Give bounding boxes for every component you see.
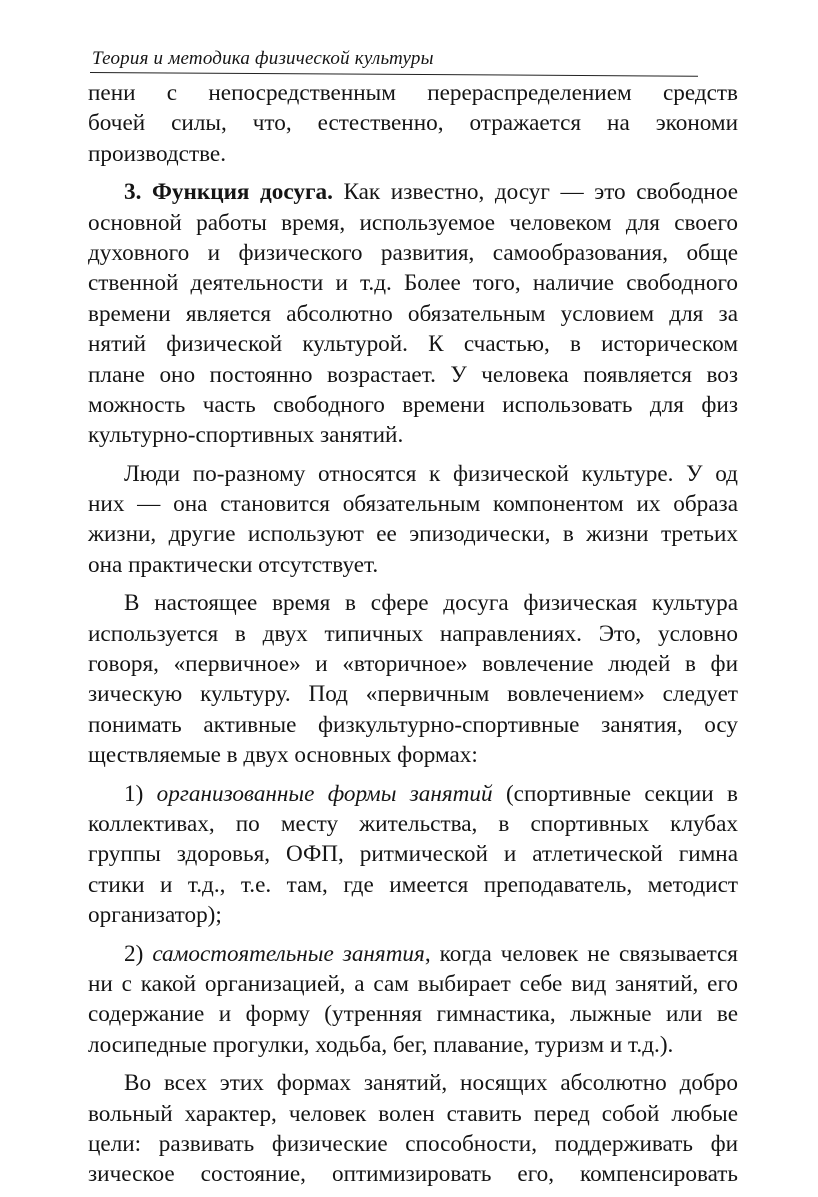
running-header: Теория и методика физической культуры	[92, 48, 434, 69]
section-heading: 3. Функция досуга.	[124, 179, 333, 206]
text-line: основной работы время, используемое человеком для своего	[88, 209, 738, 236]
text-span: (спортивные секции в	[492, 780, 738, 807]
text-line: зическое состояние, оптимизировать его, компенсировать	[88, 1161, 738, 1188]
text-span: , когда человек не связывается	[424, 940, 738, 967]
text-line: Люди по-разному относятся к физической культуре. У од	[124, 460, 738, 487]
list-marker: 2)	[124, 940, 153, 967]
text-line: производстве.	[88, 140, 227, 167]
text-line: жизни, другие используют ее эпизодически, в жизни третьих	[88, 521, 738, 548]
text-line: вольный характер, человек волен ставить перед собой любые	[88, 1100, 738, 1127]
emphasis-term: самостоятельные занятия	[152, 940, 425, 967]
text-line: цели: развивать физические способности, поддерживать фи	[88, 1130, 738, 1157]
text-line: говоря, «первичное» и «вторичное» вовлечение людей в фи	[88, 651, 738, 678]
emphasis-term: организованные формы занятий	[156, 780, 493, 807]
text-line: ществляемые в двух основных формах:	[88, 742, 478, 769]
text-line: лосипедные прогулки, ходьба, бег, плавание, туризм и т.д.).	[88, 1031, 674, 1058]
text-line	[88, 779, 738, 809]
text-line: ственной деятельности и т.д. Более того, наличие свободного	[88, 270, 738, 297]
list-marker: 1)	[124, 780, 157, 807]
text-line: понимать активные физкультурно-спортивные занятия, осу	[88, 711, 738, 738]
text-line: она практически отсутствует.	[88, 551, 379, 578]
text-line: пени с непосредственным перераспределением средств	[88, 80, 738, 106]
text-line: нятий физической культурой. К счастью, в историческом	[88, 331, 738, 358]
text-line: стики и т.д., т.е. там, где имеется преподаватель, методист	[88, 871, 738, 898]
page-body	[88, 78, 738, 1190]
text-line: бочей силы, что, естественно, отражается на экономи	[88, 110, 738, 137]
text-line	[88, 177, 738, 207]
text-line: содержание и форму (утренняя гимнастика, лыжные или ве	[88, 1001, 738, 1028]
text-line: зическую культуру. Под «первичным вовлечением» следует	[88, 681, 738, 708]
text-line: времени является абсолютно обязательным условием для за	[88, 300, 738, 327]
text-line: них — она становится обязательным компонентом их образа	[88, 491, 738, 518]
text-line: организатор);	[88, 902, 222, 929]
text-line: духовного и физического развития, самообразования, обще	[88, 239, 738, 266]
text-line: В настоящее время в сфере досуга физическая культура	[124, 590, 738, 617]
text-line: плане оно постоянно возрастает. У человека появляется воз	[88, 361, 738, 388]
text-line: группы здоровья, ОФП, ритмической и атлетической гимна	[88, 841, 738, 868]
text-line: Во всех этих формах занятий, носящих абсолютно добро	[124, 1070, 738, 1097]
text-line: используется в двух типичных направлениях. Это, условно	[88, 620, 738, 647]
text-line: коллективах, по месту жительства, в спортивных клубах	[88, 810, 738, 837]
header-rule	[90, 72, 698, 77]
text-line	[88, 939, 738, 969]
text-line: ни с какой организацией, а сам выбирает себе вид занятий, его	[88, 970, 738, 997]
text-span: Как известно, досуг — это свободное	[343, 179, 738, 206]
text-line: культурно-спортивных занятий.	[88, 422, 404, 449]
text-line: можность часть свободного времени использовать для физ	[88, 391, 738, 418]
